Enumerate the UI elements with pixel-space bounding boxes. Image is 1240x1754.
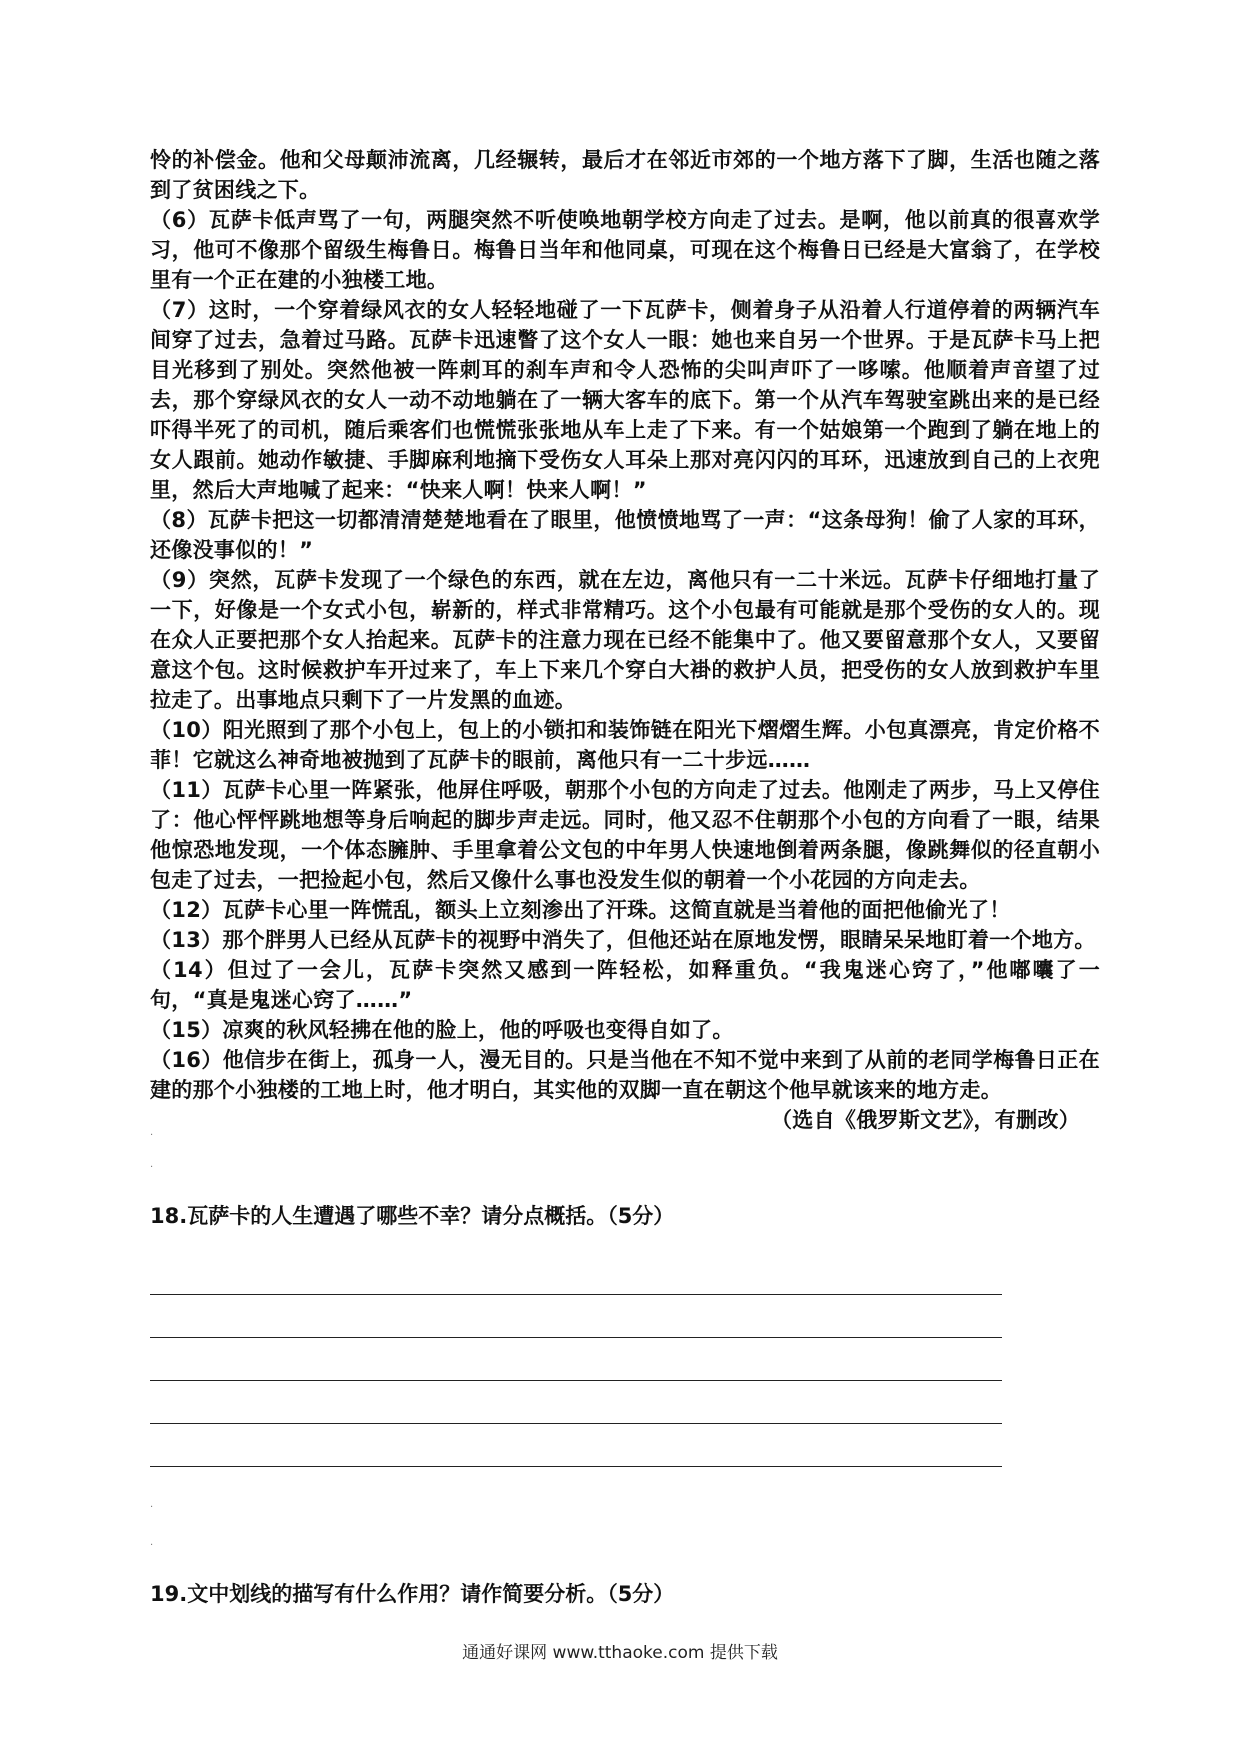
paragraph-7: （7）这时，一个穿着绿风衣的女人轻轻地碰了一下瓦萨卡，侧着身子从沿着人行道停着的两辆汽车间穿了过去，急着过马路。瓦萨卡迅速瞥了这个女人一眼：她也来自另一个世界。于是瓦萨卡马上把目光移到了别处。突然他被一阵刺耳的刹车声和令人恐怖的尖叫声吓了一哆嗦。他顺着声音望了过去，那个穿绿风衣的女人一动不动地躺在了一辆大客车的底下。第一个从汽车驾驶室跳出来的是已经吓得半死了的司机，随后乘客们也慌慌张张地从车上走了下来。有一个姑娘第一个跑到了躺在地上的女人跟前。她动作敏捷、手脚麻利地摘下受伤女人耳朵上那对亮闪闪的耳环，迅速放到自己的上衣兜里，然后大声地喊了起来：“快来人啊！快来人啊！” [150,298,1100,502]
answer-line[interactable] [150,1338,1002,1381]
paragraph-15: （15）凉爽的秋风轻拂在他的脸上，他的呼吸也变得自如了。 [150,1018,734,1042]
paragraph-6: （6）瓦萨卡低声骂了一句，两腿突然不听使唤地朝学校方向走了过去。是啊，他以前真的很喜欢学习，他可不像那个留级生梅鲁日。梅鲁日当年和他同桌，可现在这个梅鲁日已经是大富翁了，在学校里有一个正在建的小独楼工地。 [150,208,1100,292]
paragraph-16: （16）他信步在街上，孤身一人，漫无目的。只是当他在不知不觉中来到了从前的老同学梅鲁日正在建的那个小独楼的工地上时，他才明白，其实他的双脚一直在朝这个他早就该来的地方走。 [150,1048,1100,1102]
paragraph-9: （9）突然，瓦萨卡发现了一个绿色的东西，就在左边，离他只有一二十米远。瓦萨卡仔细地打量了一下，好像是一个女式小包，崭新的，样式非常精巧。这个小包最有可能就是那个受伤的女人的。现在众人正要把那个女人抬起来。瓦萨卡的注意力现在已经不能集中了。他又要留意那个女人，又要留意这个包。这时候救护车开过来了，车上下来几个穿白大褂的救护人员，把受伤的女人放到救护车里拉走了。出事地点只剩下了一片发黑的血迹。 [150,568,1100,712]
paragraph-10: （10）阳光照到了那个小包上，包上的小锁扣和装饰链在阳光下熠熠生辉。小包真漂亮，肯定价格不菲！它就这么神奇地被抛到了瓦萨卡的眼前，离他只有一二十步远…… [150,718,1100,772]
answer-line[interactable] [150,1295,1002,1338]
source-citation: （选自《俄罗斯文艺》，有删改） [771,1108,1080,1132]
page-footer: 通通好课网 www.tthaoke.com 提供下载 [462,1643,778,1663]
paragraph-13: （13）那个胖男人已经从瓦萨卡的视野中消失了，但他还站在原地发愣，眼睛呆呆地盯着一个地方。 [150,928,1096,952]
answer-line[interactable] [150,1381,1002,1424]
paragraph-11: （11）瓦萨卡心里一阵紧张，他屏住呼吸，朝那个小包的方向走了过去。他刚走了两步，马上又停住了：他心怦怦跳地想等身后响起的脚步声走远。同时，他又忍不住朝那个小包的方向看了一眼，结果他惊恐地发现，一个体态臃肿、手里拿着公文包的中年男人快速地倒着两条腿，像跳舞似的径直朝小包走了过去，一把捡起小包，然后又像什么事也没发生似的朝着一个小花园的方向走去。 [150,778,1100,892]
paragraph-14: （14）但过了一会儿，瓦萨卡突然又感到一阵轻松，如释重负。“我鬼迷心窍了，”他嘟囔了一句，“真是鬼迷心窍了……” [150,958,1100,1012]
stray-mark: · [150,1162,154,1173]
question-19: 19.文中划线的描写有什么作用？请作简要分析。（5分） [150,1582,675,1606]
stray-mark: · [150,1540,154,1551]
stray-mark: · [150,1502,154,1513]
paragraph-continuation: 怜的补偿金。他和父母颠沛流离，几经辗转，最后才在邻近市郊的一个地方落下了脚，生活也随之落到了贫困线之下。 [150,148,1100,202]
stray-mark: · [150,1130,154,1141]
answer-area-18[interactable] [150,1252,1002,1467]
answer-line[interactable] [150,1424,1002,1467]
paragraph-12: （12）瓦萨卡心里一阵慌乱，额头上立刻渗出了汗珠。这简直就是当着他的面把他偷光了！ [150,898,1011,922]
answer-line[interactable] [150,1252,1002,1295]
reading-passage [150,145,1100,1135]
paragraph-8: （8）瓦萨卡把这一切都清清楚楚地看在了眼里，他愤愤地骂了一声：“这条母狗！偷了人家的耳环，还像没事似的！” [150,508,1100,562]
question-18: 18.瓦萨卡的人生遭遇了哪些不幸？请分点概括。（5分） [150,1204,675,1228]
